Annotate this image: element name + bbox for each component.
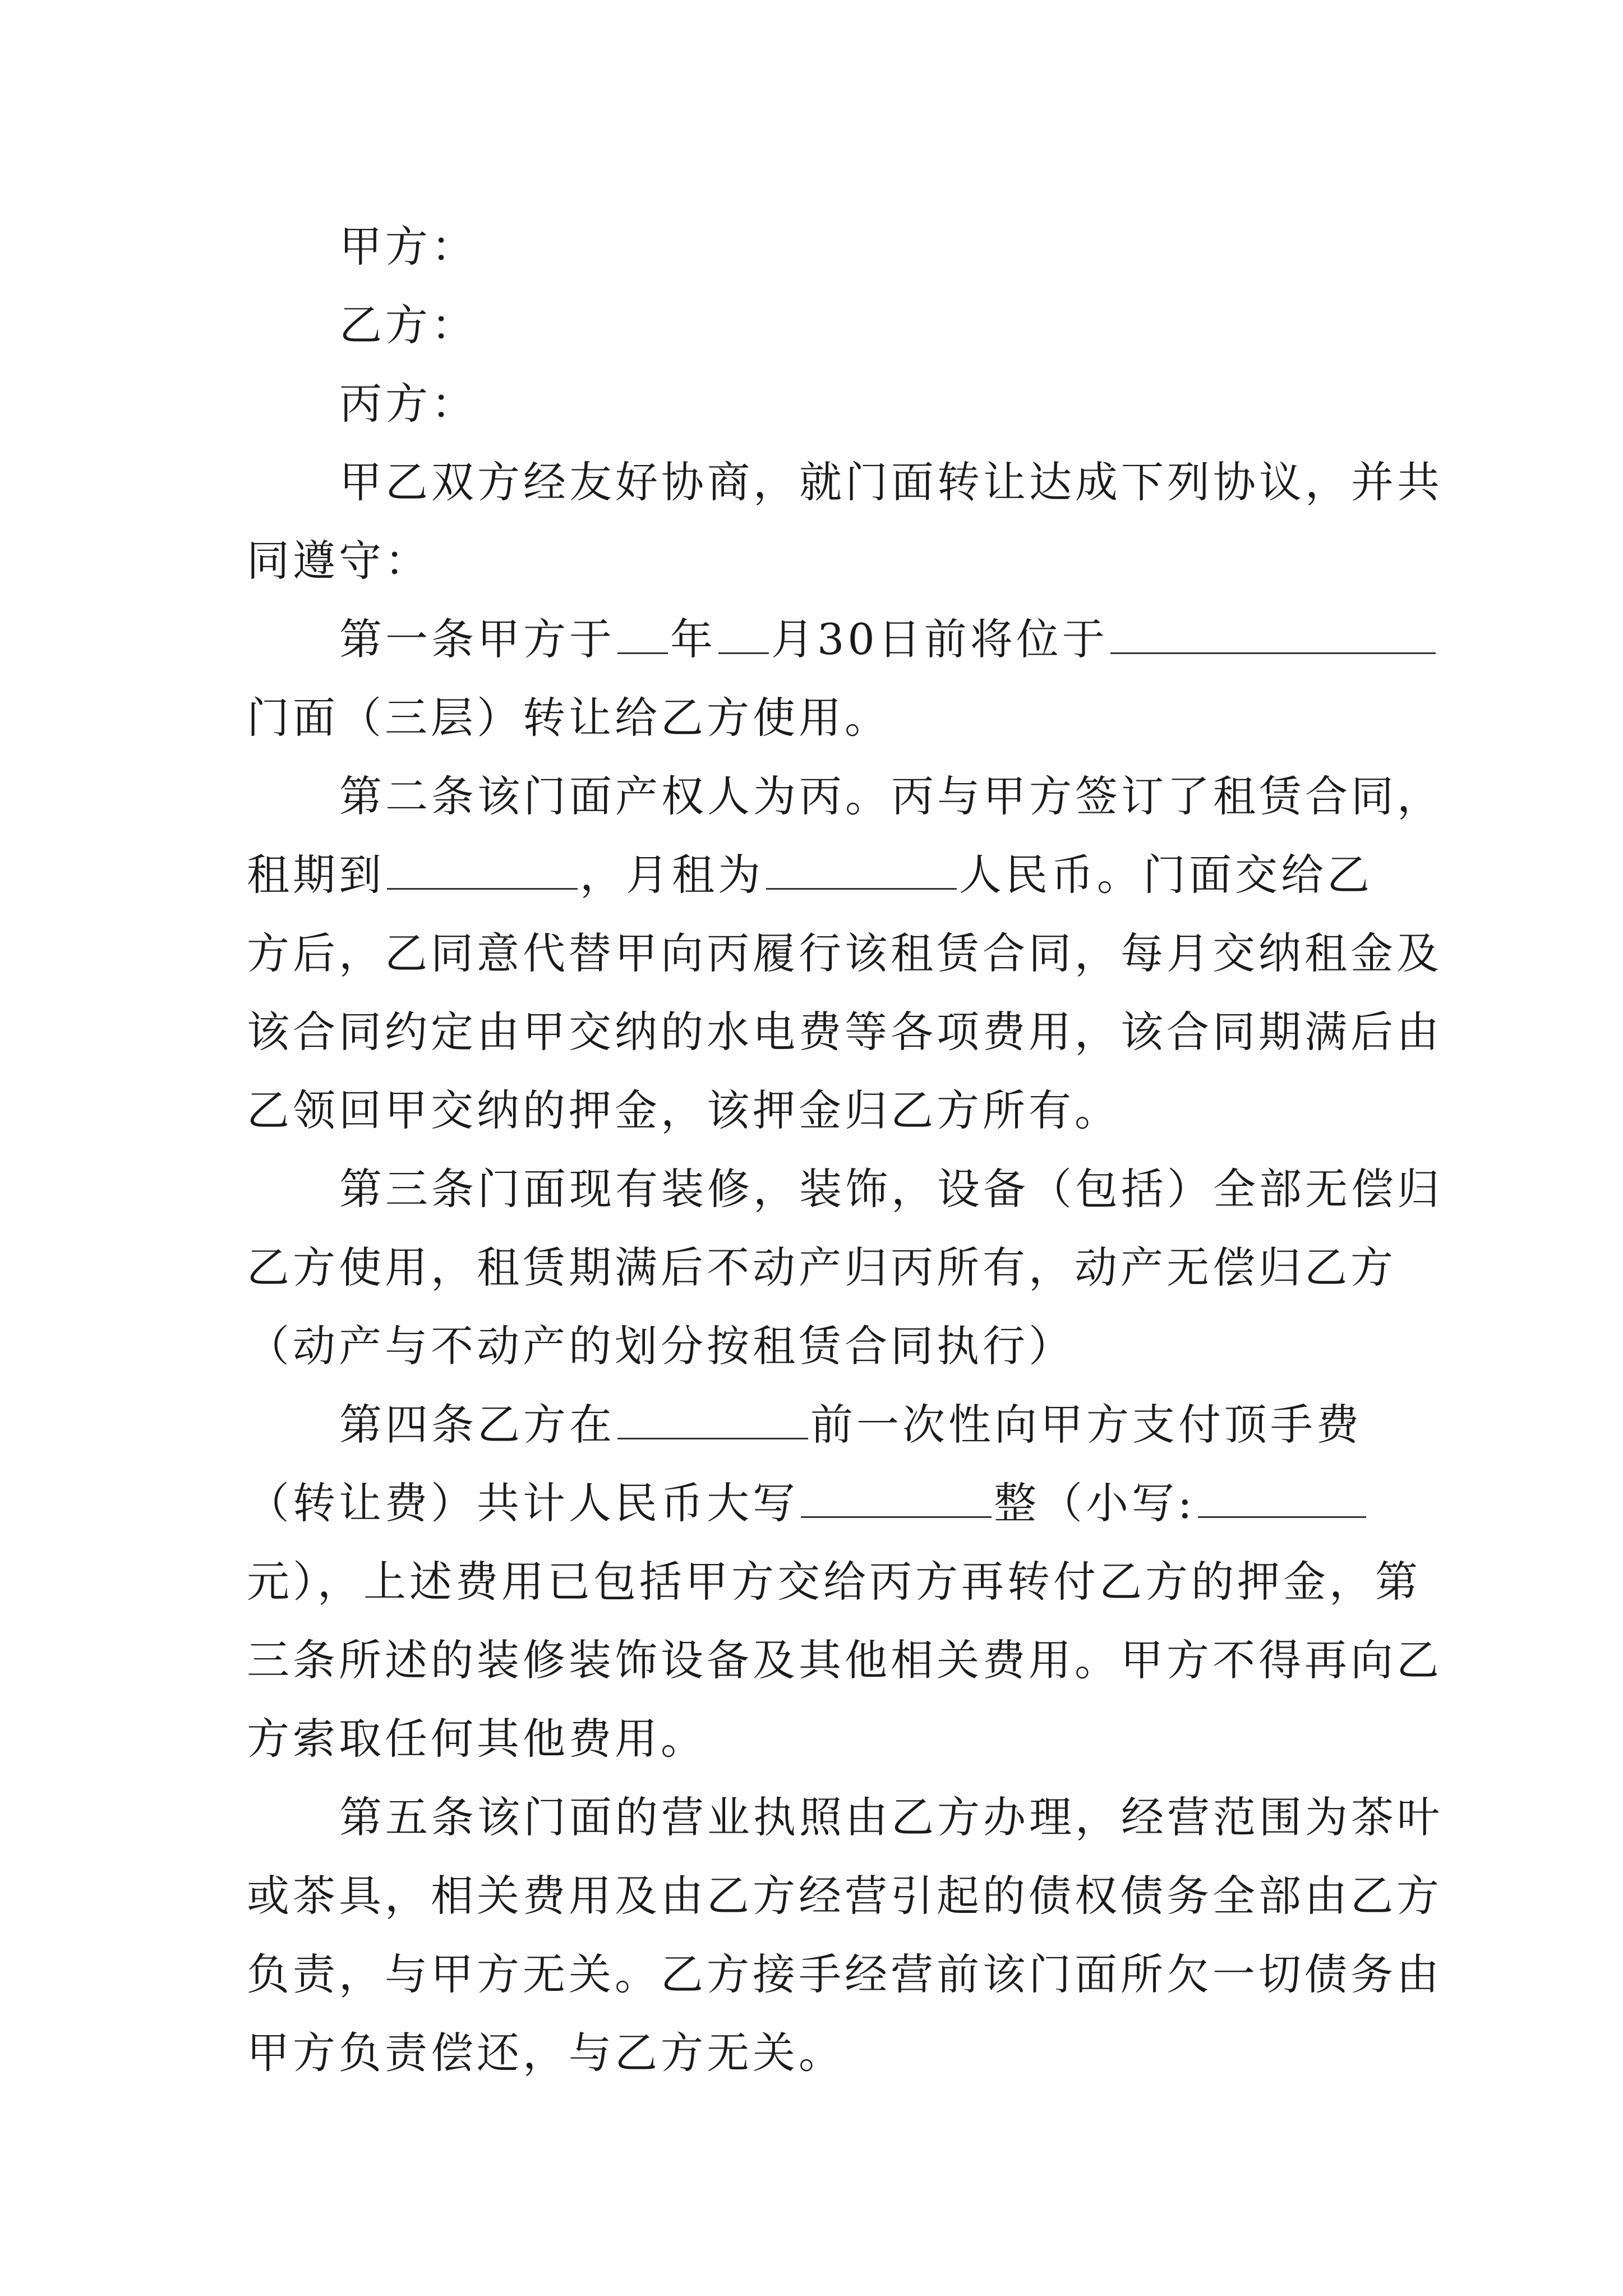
article-2-line-1: 第二条该门面产权人为丙。丙与甲方签订了租赁合同， <box>339 771 1443 821</box>
year-blank <box>617 613 668 654</box>
intro-line-1: 甲乙双方经友好协商，就门面转让达成下列协议，并共 <box>339 457 1443 507</box>
article-2-text-c: 人民币。门面交给乙 <box>959 850 1373 900</box>
party-c-label: 丙方： <box>339 379 477 429</box>
contract-page <box>247 208 1443 2092</box>
article-2-line-5: 乙领回甲交纳的押金，该押金归乙方所有。 <box>247 1085 1121 1135</box>
article-2-line-3: 方后，乙同意代替甲向丙履行该租赁合同，每月交纳租金及 <box>247 928 1442 978</box>
article-2-text-a: 租期到 <box>247 850 385 900</box>
party-a-label: 甲方： <box>339 222 477 272</box>
article-4-text-c: （转让费）共计人民币大写 <box>247 1478 799 1528</box>
article-1-text-a: 第一条甲方于 <box>339 614 615 664</box>
amount-words-blank <box>801 1477 992 1518</box>
article-5-line-4: 甲方负责偿还，与乙方无关。 <box>247 2028 845 2078</box>
article-4-text-b: 前一次性向甲方支付顶手费 <box>810 1400 1362 1450</box>
location-blank <box>1110 613 1436 654</box>
article-2-line-4: 该合同约定由甲交纳的水电费等各项费用，该合同期满后由 <box>247 1007 1442 1057</box>
article-5-line-2: 或茶具，相关费用及由乙方经营引起的债权债务全部由乙方 <box>247 1871 1442 1921</box>
party-b-label: 乙方： <box>339 300 477 350</box>
article-3-line-3: （动产与不动产的划分按租赁合同执行） <box>247 1321 1075 1371</box>
payment-date-blank <box>617 1398 808 1439</box>
monthly-rent-blank <box>766 849 957 890</box>
article-5-line-3: 负责，与甲方无关。乙方接手经营前该门面所欠一切债务由 <box>247 1949 1442 1999</box>
article-4-text-a: 第四条乙方在 <box>339 1400 615 1450</box>
article-2-line-2 <box>247 836 1385 914</box>
amount-digits-blank <box>1198 1477 1366 1518</box>
lease-term-blank <box>387 849 578 890</box>
article-5-line-1: 第五条该门面的营业执照由乙方办理，经营范围为茶叶 <box>339 1792 1443 1842</box>
article-1-line-1 <box>247 600 1385 679</box>
article-4-line-4: 三条所述的装修装饰设备及其他相关费用。甲方不得再向乙 <box>247 1635 1442 1685</box>
article-4-line-5: 方索取任何其他费用。 <box>247 1714 707 1764</box>
article-4-text-d: 整（小写: <box>994 1478 1196 1528</box>
article-1-line-2: 门面（三层）转让给乙方使用。 <box>247 693 891 743</box>
article-3-line-2: 乙方使用，租赁期满后不动产归丙所有，动产无偿归乙方 <box>247 1243 1396 1292</box>
article-3-line-1: 第三条门面现有装修，装饰，设备（包括）全部无偿归 <box>339 1164 1443 1214</box>
article-1-text-c: 月30日前将位于 <box>771 614 1108 664</box>
article-4-line-2 <box>247 1464 1385 1543</box>
article-4-line-1 <box>247 1386 1385 1464</box>
article-2-text-b: ，月租为 <box>580 850 764 900</box>
article-4-line-3: 元），上述费用已包括甲方交给丙方再转付乙方的押金，第 <box>247 1557 1421 1607</box>
intro-line-2: 同遵守： <box>247 536 431 586</box>
article-1-text-b: 年 <box>670 614 716 664</box>
month-blank <box>718 613 769 654</box>
